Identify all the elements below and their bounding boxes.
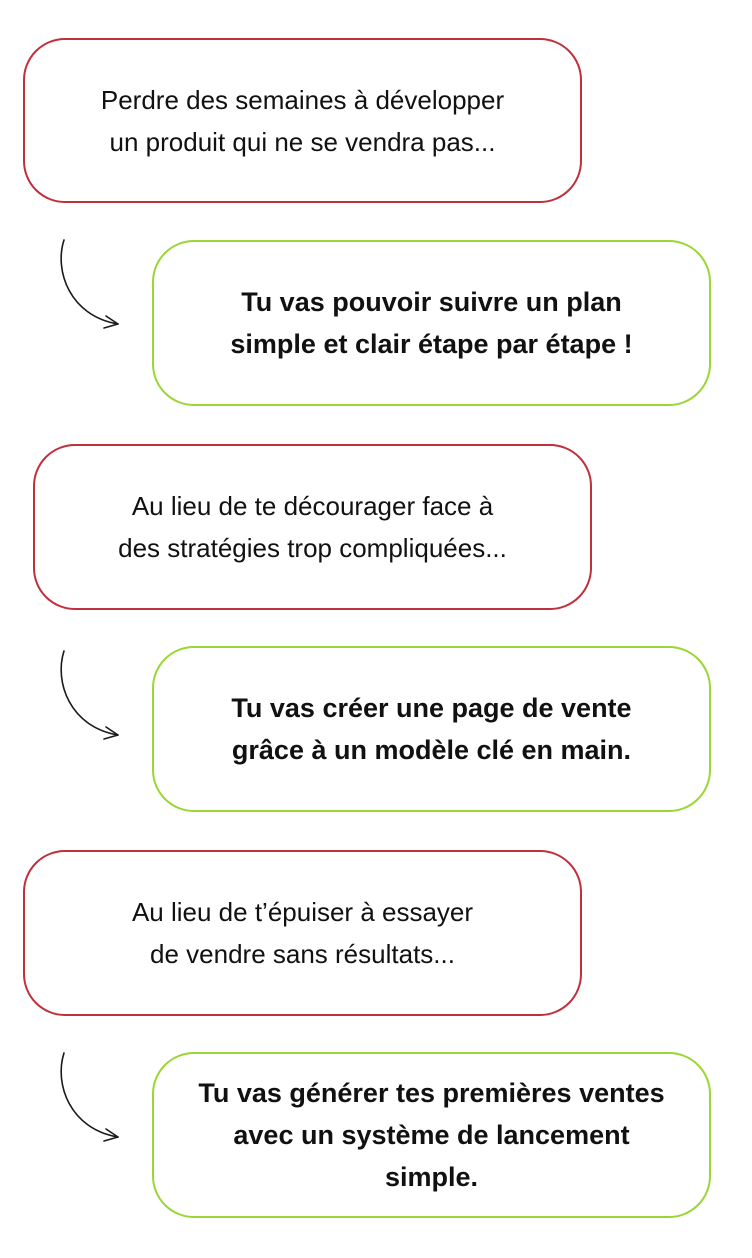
curved-arrow-icon	[52, 1049, 122, 1144]
solution-card-2	[152, 646, 711, 812]
problem-text-1: Perdre des semaines à développer un produit qui ne se vendra pas...	[100, 84, 505, 157]
curved-arrow-icon	[52, 236, 122, 331]
problem-card-3	[23, 850, 582, 1016]
solution-text-2: Tu vas créer une page de vente grâce à un modèle clé en main.	[231, 693, 632, 765]
problem-card-1	[23, 38, 582, 203]
problem-text-2: Au lieu de te décourager face à des stratégies trop compliquées...	[118, 491, 507, 563]
solution-text-3: Tu vas générer tes premières ventes avec un système de lancement simple.	[198, 1078, 665, 1192]
curved-arrow-icon	[52, 647, 122, 742]
problem-text-3: Au lieu de t’épuiser à essayer de vendre sans résultats...	[131, 897, 474, 969]
problem-card-2	[33, 444, 592, 610]
solution-text-1: Tu vas pouvoir suivre un plan simple et clair étape par étape !	[230, 287, 633, 359]
solution-card-3	[152, 1052, 711, 1218]
solution-card-1	[152, 240, 711, 406]
